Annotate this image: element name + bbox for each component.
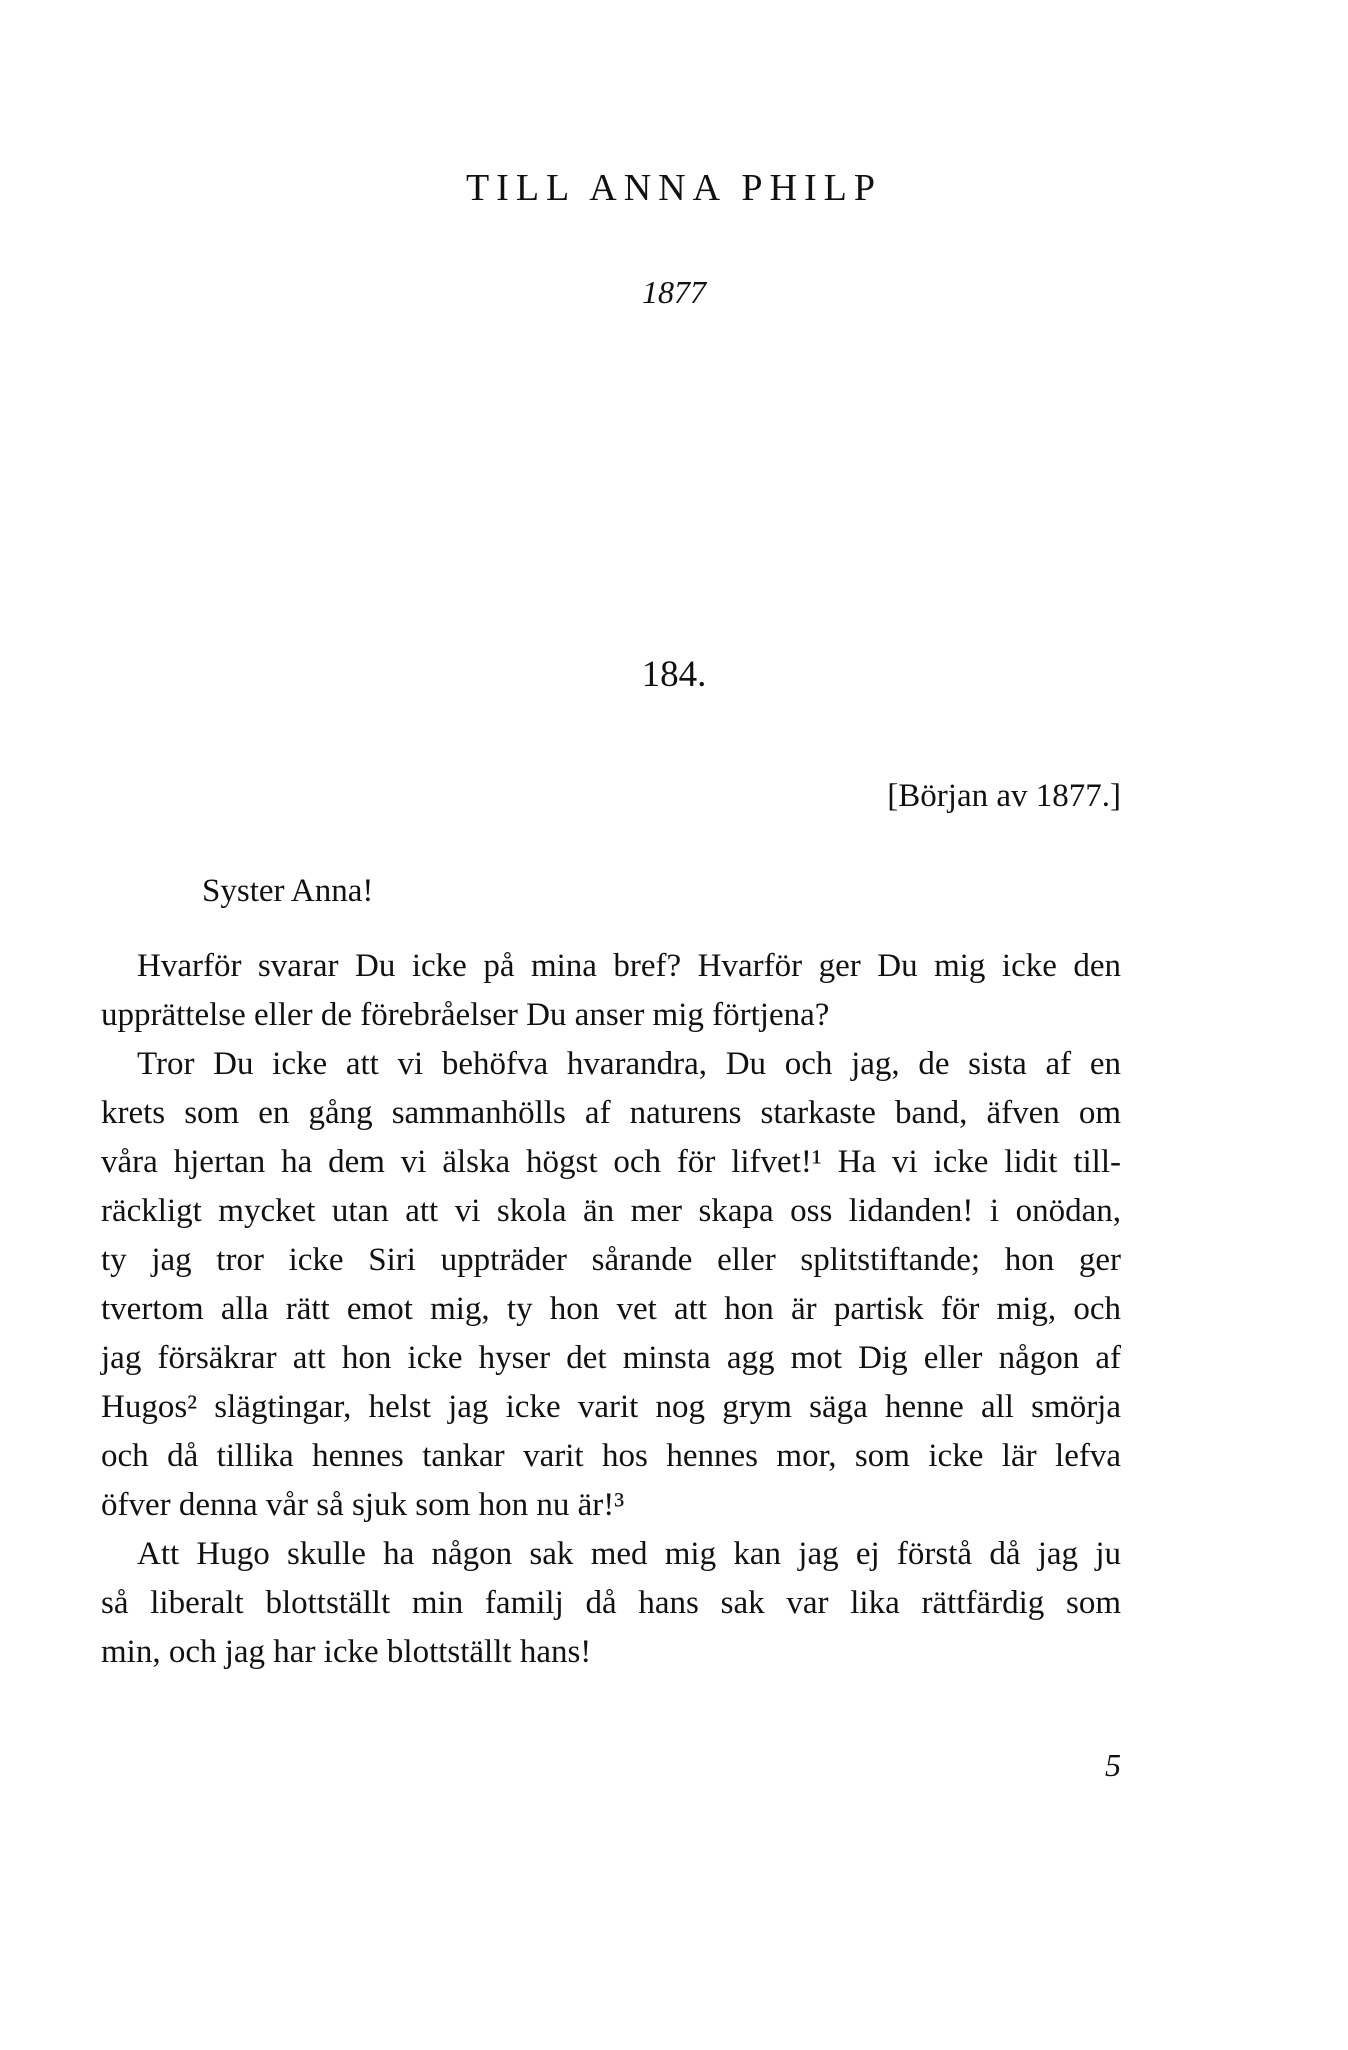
body-line: ty jag tror icke Siri uppträder sårande eller splitstiftande; hon ger	[101, 1242, 1121, 1278]
body-line: jag försäkrar att hon icke hyser det minsta agg mot Dig eller någon af	[101, 1340, 1121, 1376]
letter-date-note: [Början av 1877.]	[887, 778, 1121, 814]
body-line: min, och jag har icke blottställt hans!	[101, 1634, 592, 1670]
body-line: tvertom alla rätt emot mig, ty hon vet att hon är partisk för mig, och	[101, 1291, 1121, 1327]
letter-body	[101, 942, 1121, 1677]
body-line: våra hjertan ha dem vi älska högst och för lifvet!¹ Ha vi icke lidit till-	[101, 1144, 1121, 1180]
page-header-year: 1877	[642, 274, 706, 310]
body-line: Hvarför svarar Du icke på mina bref? Hvarför ger Du mig icke den	[137, 948, 1121, 984]
page-header-title: TILL ANNA PHILP	[465, 167, 883, 209]
body-line: öfver denna vår så sjuk som hon nu är!³	[101, 1487, 625, 1523]
body-line: Hugos² slägtingar, helst jag icke varit nog grym säga henne all smörja	[101, 1389, 1121, 1425]
body-line: så liberalt blottställt min familj då hans sak var lika rättfärdig som	[101, 1585, 1121, 1621]
body-line: och då tillika hennes tankar varit hos hennes mor, som icke lär lefva	[101, 1438, 1121, 1474]
letter-salutation: Syster Anna!	[202, 873, 374, 909]
body-line: Tror Du icke att vi behöfva hvarandra, Du och jag, de sista af en	[137, 1046, 1121, 1082]
body-line: upprättelse eller de förebråelser Du anser mig förtjena?	[101, 997, 830, 1033]
letter-number: 184.	[641, 654, 707, 695]
body-line: Att Hugo skulle ha någon sak med mig kan jag ej förstå då jag ju	[137, 1536, 1121, 1572]
body-line: krets som en gång sammanhölls af naturens starkaste band, äfven om	[101, 1095, 1121, 1131]
page-number: 5	[1105, 1747, 1121, 1783]
body-line: räckligt mycket utan att vi skola än mer skapa oss lidanden! i onödan,	[101, 1193, 1121, 1229]
